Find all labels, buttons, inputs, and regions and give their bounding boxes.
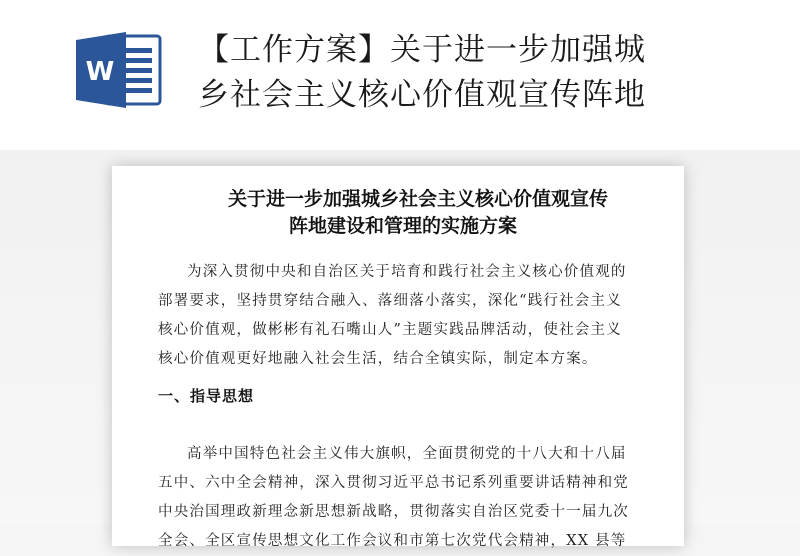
document-page [112, 166, 684, 549]
document-title [112, 186, 684, 240]
svg-text:W: W [85, 57, 115, 87]
paragraph-line: 中央治国理政新理念新思想新战略，贯彻落实自治区党委十一届九次 [158, 504, 629, 520]
paragraph-line: 全会、全区宣传思想文化工作会议和市第七次党代会精神，XX 县等 [158, 533, 627, 549]
document-title-line-1: 关于进一步加强城乡社会主义核心价值观宣传 [227, 188, 608, 210]
paragraph-line: 高举中国特色社会主义伟大旗帜，全面贯彻党的十八大和十八届 [187, 446, 627, 462]
word-document-icon [76, 30, 164, 110]
section-heading: 一、指导思想 [158, 387, 255, 405]
paragraph-line: 核心价值观，做彬彬有礼石嘴山人”主题实践品牌活动，使社会主义 [158, 322, 622, 338]
paragraph-line: 为深入贯彻中央和自治区关于培育和践行社会主义核心价值观的 [187, 264, 627, 280]
header-title-line-2: 乡社会主义核心价值观宣传阵地 [198, 77, 646, 113]
document-title-line-2: 阵地建设和管理的实施方案 [288, 215, 517, 237]
header-title-line-1: 【工作方案】关于进一步加强城 [198, 32, 646, 68]
paragraph-intro [158, 258, 644, 374]
header-banner [0, 0, 800, 150]
paragraph-guiding-ideology [158, 440, 644, 556]
header-title [198, 28, 758, 118]
paragraph-line: 核心价值观更好地融入社会生活，结合全镇实际，制定本方案。 [158, 351, 598, 367]
paragraph-line: 部署要求，坚持贯穿结合融入、落细落小落实，深化“践行社会主义 [158, 293, 622, 309]
paragraph-line: 五中、六中全会精神，深入贯彻习近平总书记系列重要讲话精神和党 [158, 475, 629, 491]
